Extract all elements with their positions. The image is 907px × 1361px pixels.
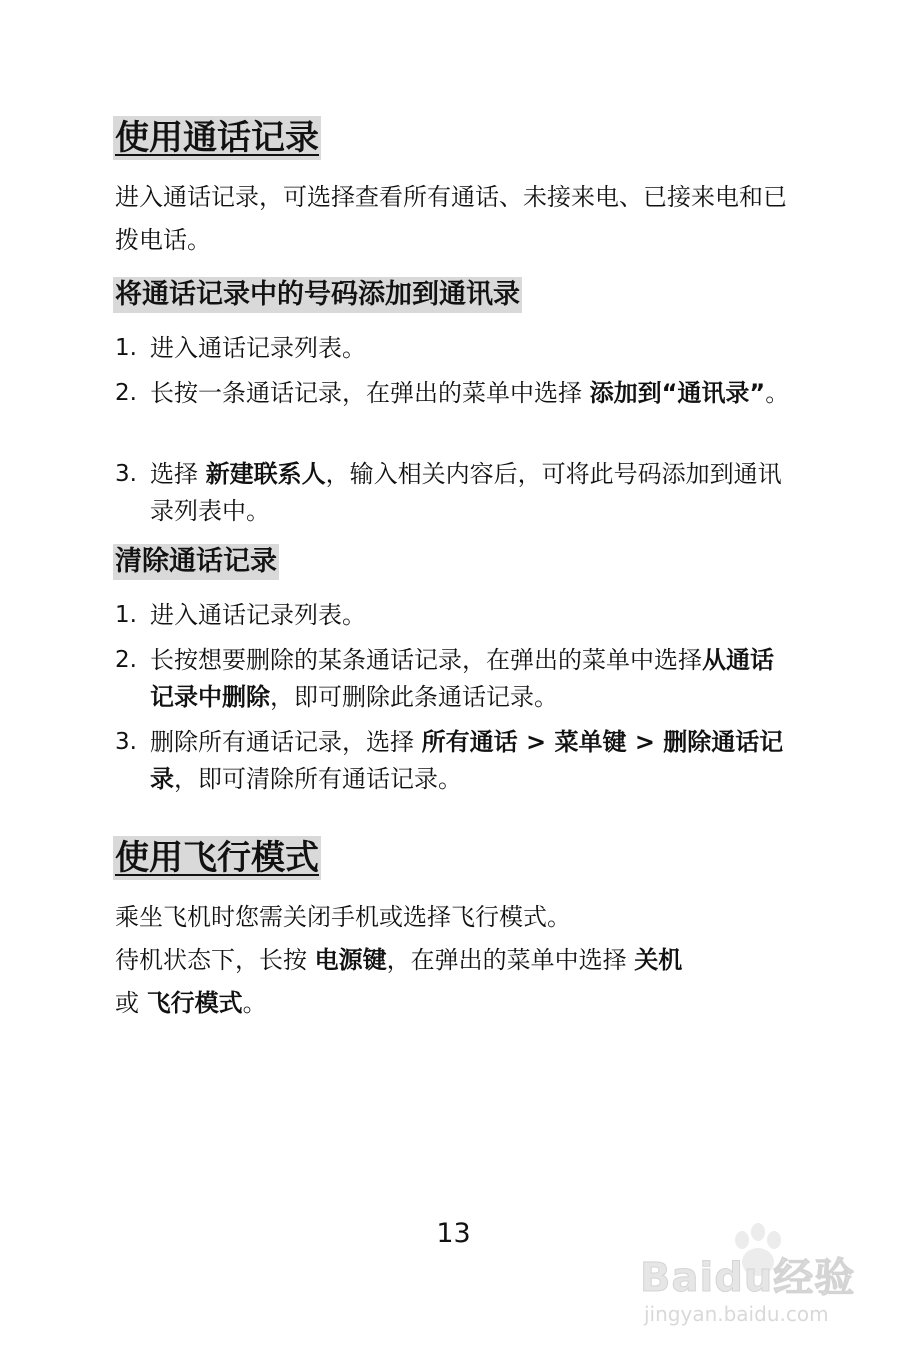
list-item: [115, 375, 797, 412]
text-run: ，在弹出的菜单中选择: [386, 946, 635, 974]
baidu-watermark: [640, 1238, 870, 1348]
list-text: ，即可删除此条通话记录。: [270, 683, 558, 711]
bold-term: 飞行模式: [146, 989, 243, 1017]
list-text: ，输入相关内容后，可将此号码添加到通讯录列表中。: [150, 460, 782, 525]
text-run: 或: [115, 989, 147, 1017]
list-item: [115, 642, 797, 716]
list-text: 选择: [150, 460, 206, 488]
list-text: 删除所有通话记录，选择: [150, 728, 422, 756]
list-text: ，即可清除所有通话记录。: [174, 765, 462, 793]
list-text: 进入通话记录列表。: [150, 334, 366, 362]
list-number: 2.: [115, 647, 137, 673]
subsection-title-add-to-contacts: 将通话记录中的号码添加到通讯录: [113, 277, 522, 313]
section-text-airplane-mode: [115, 896, 795, 1025]
section-title-call-log: 使用通话记录: [115, 118, 319, 158]
bold-term: 电源键: [314, 946, 387, 974]
list-number: 3.: [115, 729, 137, 755]
section-intro-call-log: 进入通话记录，可选择查看所有通话、未接来电、已接来电和已拨电话。: [115, 183, 787, 254]
text-run: 待机状态下，长按: [115, 946, 315, 974]
list-item: [115, 597, 797, 634]
subsection-title-clear-log: 清除通话记录: [113, 544, 279, 580]
watermark-logo: Baidu经验: [640, 1255, 856, 1301]
list-text: 。: [765, 379, 790, 407]
bold-term: 所有通话 > 菜单键 > 删除通话记录: [150, 728, 784, 793]
bold-term: 从通话记录中删除: [150, 646, 774, 711]
list-number: 3.: [115, 461, 137, 487]
list-item: [115, 724, 797, 798]
list-text: 进入通话记录列表。: [150, 601, 366, 629]
page-number: 13: [436, 1218, 471, 1249]
bold-term: 添加到“通讯录”: [589, 379, 766, 407]
section-title-airplane-mode: 使用飞行模式: [115, 838, 319, 878]
bold-term: 新建联系人: [205, 460, 326, 488]
list-text: 长按一条通话记录，在弹出的菜单中选择: [150, 379, 590, 407]
list-text: 长按想要删除的某条通话记录，在弹出的菜单中选择: [150, 646, 702, 674]
text-run: 。: [242, 989, 267, 1017]
list-number: 1.: [115, 602, 137, 628]
paragraph-line: [115, 939, 795, 1025]
bold-term: 关机: [634, 946, 683, 974]
list-item: [115, 330, 797, 367]
list-number: 1.: [115, 335, 137, 361]
paragraph-line: 乘坐飞机时您需关闭手机或选择飞行模式。: [115, 903, 571, 931]
list-number: 2.: [115, 380, 137, 406]
list-item: [115, 456, 797, 530]
watermark-url: jingyan.baidu.com: [644, 1302, 829, 1326]
